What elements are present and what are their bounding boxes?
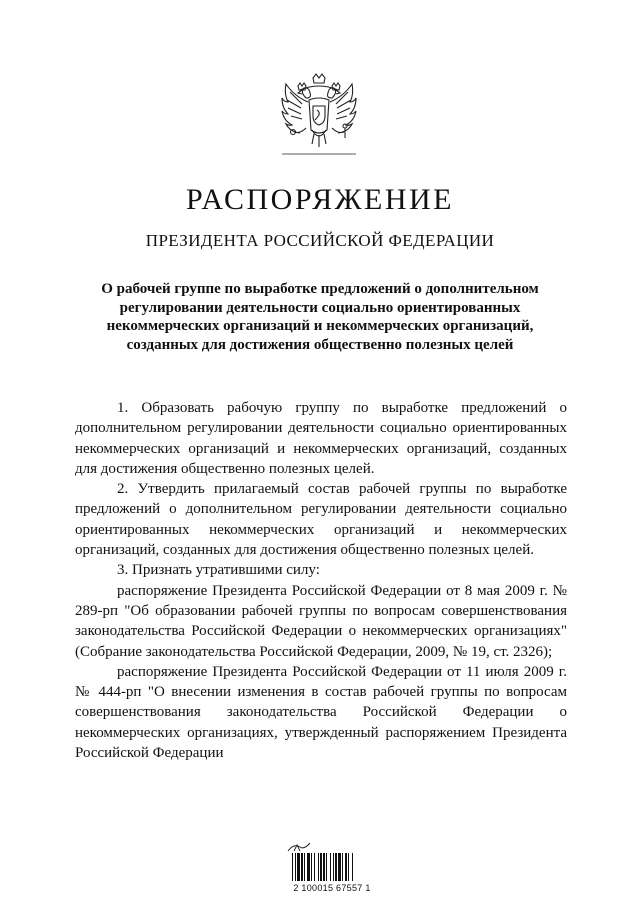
document-body xyxy=(75,398,567,763)
document-heading: О рабочей группе по выработке предложений о дополнительном регулировании деятельности социально ориентированных некоммерческих организаций и некоммерческих организаций, созданных для достижения общественно полезных целей xyxy=(101,281,539,353)
paragraph-5: распоряжение Президента Российской Федерации от 11 июля 2009 г. № 444-рп "О внесении изменения в состав рабочей группы по вопросам совершенствования законодательства Российской Федерации о некоммерческих организациях, утвержденный распоряжением Президента Российской Федерации xyxy=(75,663,567,762)
paragraph-1: 1. Образовать рабочую группу по выработке предложений о дополнительном регулировании деятельности социально ориентированных некоммерческих организаций и некоммерческих организаций, созданных для достижения общественно полезных целей. xyxy=(75,400,567,477)
double-headed-eagle-icon xyxy=(276,72,362,164)
barcode xyxy=(282,841,382,897)
paragraph-3: 3. Признать утратившими силу: xyxy=(117,562,320,579)
paragraph-4: распоряжение Президента Российской Федерации от 8 мая 2009 г. № 289-рп "Об образовании рабочей группы по вопросам совершенствования законодательства Российской Федерации о некоммерческих организациях" (Собрание законодательства Российской Федерации, 2009, № 19, ст. 2326); xyxy=(75,582,567,660)
barcode-icon xyxy=(292,853,372,881)
state-emblem xyxy=(276,72,362,164)
document-title: РАСПОРЯЖЕНИЕ xyxy=(185,183,455,216)
barcode-number: 2 100015 67557 1 xyxy=(293,883,371,893)
registration-mark-icon xyxy=(286,841,312,853)
document-subtitle: ПРЕЗИДЕНТА РОССИЙСКОЙ ФЕДЕРАЦИИ xyxy=(145,231,495,250)
paragraph-2: 2. Утвердить прилагаемый состав рабочей группы по выработке предложений о дополнительном регулировании деятельности социально ориентированных некоммерческих организаций и некоммерческих организаций, созданных для достижения общественно полезных целей. xyxy=(75,481,567,559)
